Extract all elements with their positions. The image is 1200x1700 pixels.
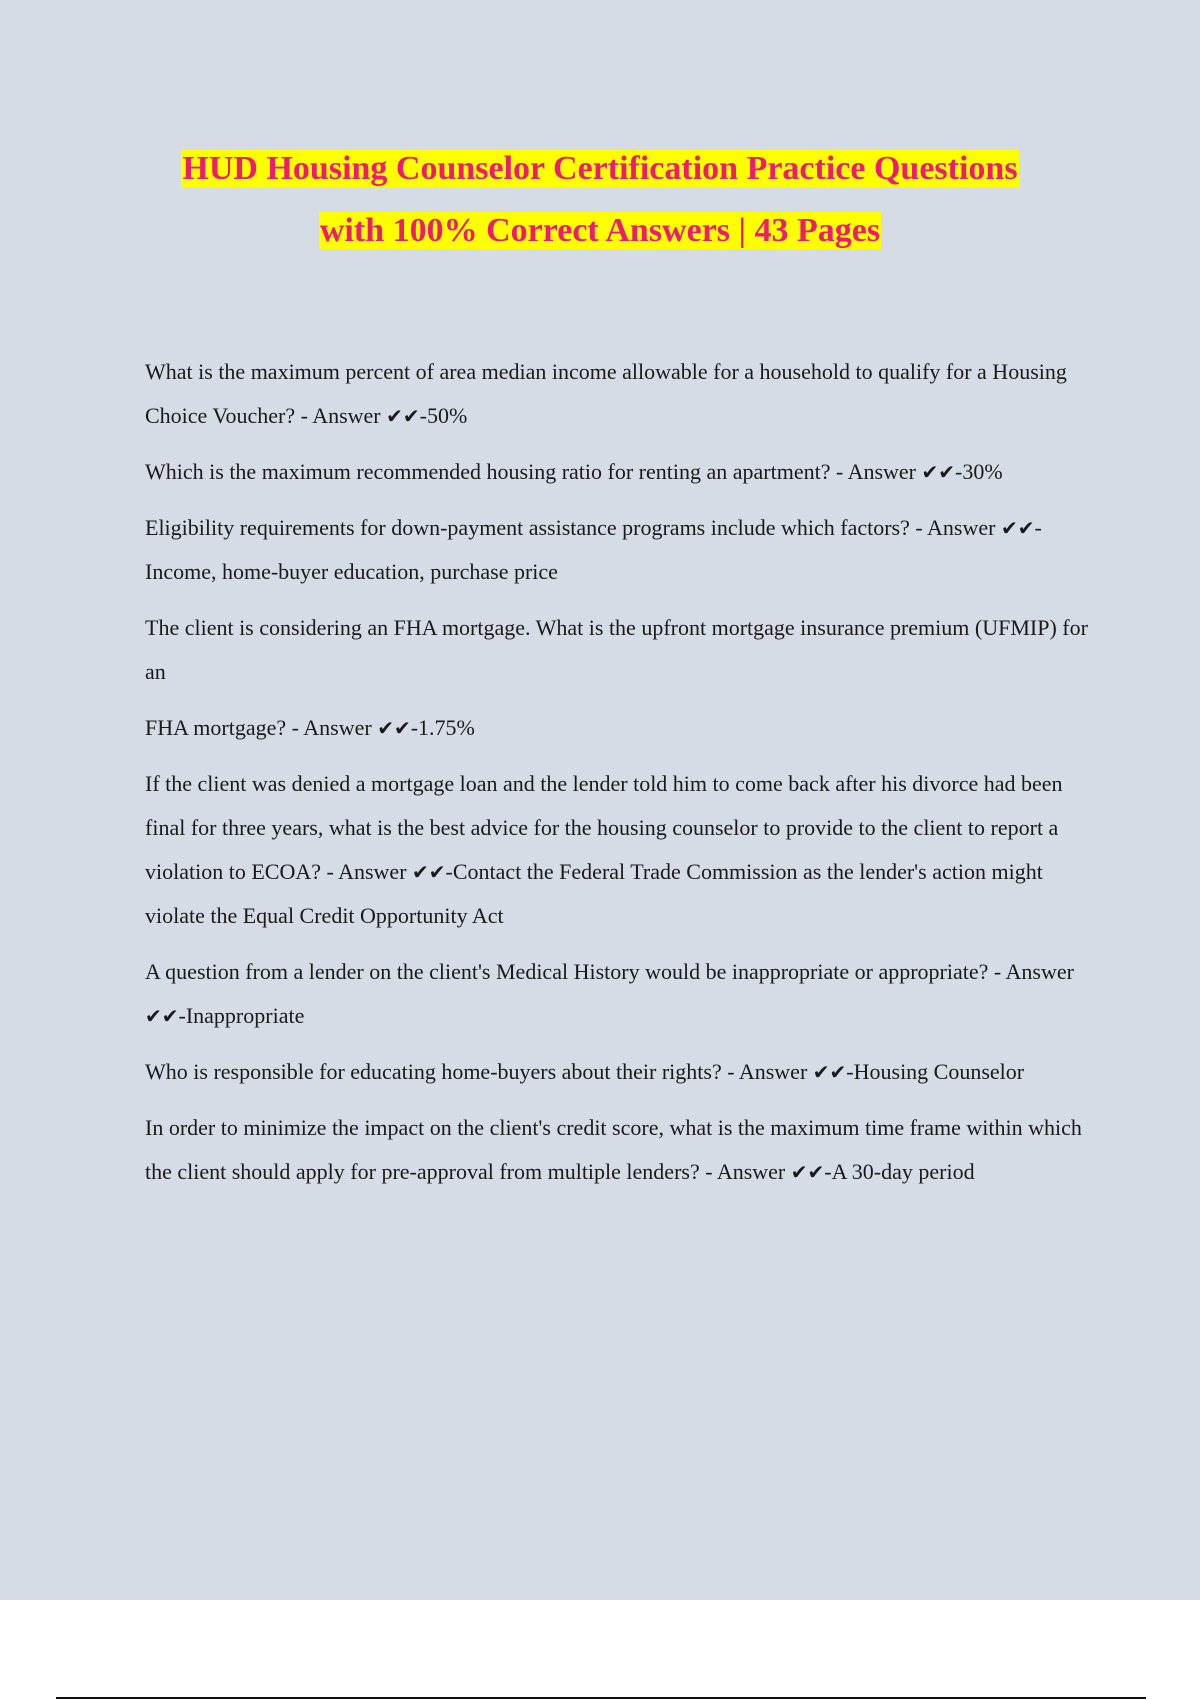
question-text: A question from a lender on the client's Medical History would be inappropriate or appropriate? - Answer bbox=[145, 959, 1074, 984]
question-text: Eligibility requirements for down-payment assistance programs include which factors? - Answer bbox=[145, 515, 1001, 540]
answer-text: -30% bbox=[955, 459, 1003, 484]
question-text: The client is considering an FHA mortgage. What is the upfront mortgage insurance premium (UFMIP) for an bbox=[145, 615, 1088, 684]
double-check-icon: ✔✔ bbox=[812, 1060, 847, 1084]
title-line-1: HUD Housing Counselor Certification Practice Questions bbox=[182, 150, 1018, 187]
double-check-icon: ✔✔ bbox=[921, 460, 956, 484]
question-text: Which is the maximum recommended housing ratio for renting an apartment? - Answer bbox=[145, 459, 922, 484]
qa-item-5 bbox=[145, 706, 1095, 750]
double-check-icon: ✔✔ bbox=[790, 1160, 825, 1184]
double-check-icon: ✔✔ bbox=[386, 404, 420, 428]
answer-text: -Inappropriate bbox=[178, 1003, 305, 1028]
double-check-icon: ✔✔ bbox=[1000, 516, 1035, 540]
qa-item-1 bbox=[145, 350, 1095, 438]
qa-list bbox=[145, 350, 1095, 1206]
question-text: What is the maximum percent of area median income allowable for a household to qualify for a Housing Choice Voucher? - Answer bbox=[145, 359, 1067, 428]
question-text: Who is responsible for educating home-buyers about their rights? - Answer bbox=[145, 1059, 813, 1084]
bottom-divider bbox=[56, 1697, 1146, 1699]
qa-item-8 bbox=[145, 1050, 1095, 1094]
answer-text: -Contact the Federal Trade Commission as the lender's action might violate the Equal Credit Opportunity Act bbox=[145, 859, 1043, 928]
question-text: FHA mortgage? - Answer bbox=[145, 715, 378, 740]
answer-text: -50% bbox=[419, 403, 468, 428]
qa-item-6 bbox=[145, 762, 1095, 938]
title-line-2: with 100% Correct Answers | 43 Pages bbox=[319, 212, 881, 249]
qa-item-4 bbox=[145, 606, 1095, 694]
answer-text: -Housing Counselor bbox=[846, 1059, 1025, 1084]
answer-text: -A 30-day period bbox=[824, 1159, 975, 1184]
question-text: If the client was denied a mortgage loan and the lender told him to come back after his divorce had been final for three years, what is the best advice for the housing counselor to provide to the client to report a violation to ECOA? - Answer bbox=[145, 771, 1063, 884]
question-text: In order to minimize the impact on the client's credit score, what is the maximum time frame within which the client should apply for pre-approval from multiple lenders? - Answer bbox=[145, 1115, 1082, 1184]
qa-item-3 bbox=[145, 506, 1095, 594]
qa-item-9 bbox=[145, 1106, 1095, 1194]
qa-item-2 bbox=[145, 450, 1095, 494]
double-check-icon: ✔✔ bbox=[377, 716, 411, 740]
double-check-icon: ✔✔ bbox=[145, 1004, 179, 1028]
qa-item-7 bbox=[145, 950, 1095, 1038]
double-check-icon: ✔✔ bbox=[412, 860, 446, 884]
answer-text: -Income, home-buyer education, purchase price bbox=[145, 515, 1042, 584]
answer-text: -1.75% bbox=[410, 715, 475, 740]
document-title bbox=[0, 138, 1200, 262]
